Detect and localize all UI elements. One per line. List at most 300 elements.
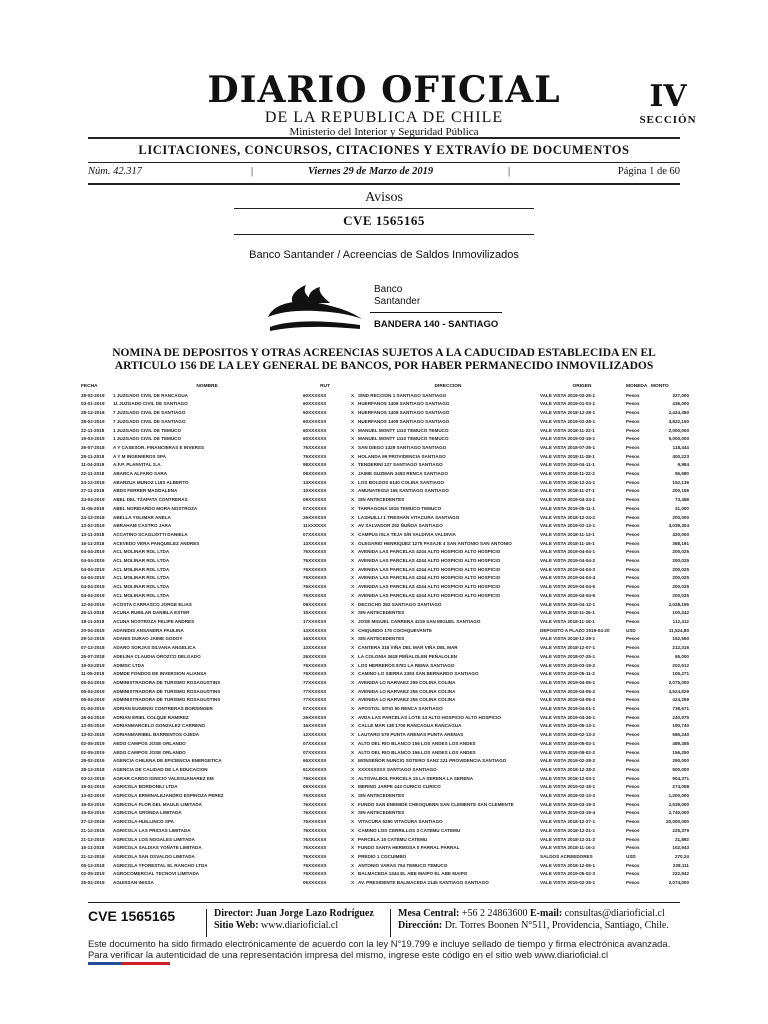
table-row	[80, 766, 690, 775]
cell-mark: X	[350, 497, 355, 503]
column-header: DIRECCION	[434, 384, 462, 389]
cell-rut: 61XXXXXX	[303, 766, 327, 772]
table-row	[80, 479, 690, 488]
table-row	[80, 496, 690, 505]
cell-moneda: Pesos	[626, 653, 640, 659]
table-row	[80, 557, 690, 566]
issue-line	[88, 166, 680, 182]
cell-monto: 5,000,000	[668, 436, 689, 442]
santander-logo	[266, 281, 502, 335]
cell-rut: 76XXXXXX	[303, 575, 327, 581]
table-row	[80, 566, 690, 575]
cell-origen: VALE VISTA 2018-11-27-1	[540, 488, 595, 494]
cell-mark: X	[350, 453, 355, 459]
cell-rut: 15XXXXXX	[303, 610, 327, 616]
address-value: Dr. Torres Boonen N°511, Providencia, Santiago, Chile.	[444, 920, 669, 931]
table-row	[80, 688, 690, 697]
cell-fecha: 27-12-2018	[81, 819, 105, 825]
cell-fecha: 02-05-2019	[81, 749, 105, 755]
cell-origen: VALE VISTA 2019-04-01-1	[540, 706, 596, 712]
cell-monto: 2,028,195	[668, 601, 689, 607]
cell-monto: 20,000,000	[666, 819, 689, 825]
cell-mark: X	[350, 627, 355, 633]
cell-rut: 76XXXXXX	[303, 853, 327, 859]
director-name: Juan Jorge Lazo Rodríguez	[255, 908, 374, 919]
cell-mark: X	[350, 766, 355, 772]
cell-rut: 76XXXXXX	[303, 662, 327, 668]
cell-nombre: ACCATINO SCAGLIOTTI DANIELA	[113, 531, 188, 537]
cell-origen: VALE VISTA 2018-11-22-1	[540, 427, 595, 433]
cell-origen: VALE VISTA 2019-05-13-1	[540, 723, 596, 729]
cell-direccion: SIN ANTECEDENTES	[358, 610, 405, 616]
cell-mark: X	[350, 444, 355, 450]
cell-nombre: ACL MOLINAR ROL LTDA	[113, 549, 170, 555]
cell-direccion: HUERFANOS 1409 SANTIAGO SANTIAGO	[358, 410, 450, 416]
cell-monto: 118,444	[672, 444, 689, 450]
cell-nombre: ADMINISTRADORA DE TURISMO ROSAGUSTINS	[113, 697, 221, 703]
cell-nombre: A.F.P. PLANVITAL S.A.	[113, 462, 162, 468]
cell-mark: X	[350, 392, 355, 398]
cell-nombre: AGUISSAN INISSA	[113, 880, 154, 886]
cell-rut: 10XXXXXX	[303, 488, 327, 494]
cell-fecha: 28-12-2018	[81, 410, 105, 416]
table-row	[80, 670, 690, 679]
cell-nombre: AGROCOMERCIAL TECNOVI LIMITADA	[113, 871, 200, 877]
email-link[interactable]: consultas@diarioficial.cl	[564, 908, 665, 919]
cell-origen: VALE VISTA 2019-02-13-3	[540, 793, 596, 799]
logo-line2: Santander	[374, 296, 421, 307]
table-row	[80, 522, 690, 531]
table-row	[80, 487, 690, 496]
cell-direccion: AVENIDA LAS PARCELAS 4244 ALTO HOSPICIO ALTO HOSPICIO	[358, 592, 501, 598]
cell-mark: X	[350, 636, 355, 642]
cell-fecha: 28-02-2019	[81, 418, 105, 424]
cell-rut: 13XXXXXX	[303, 479, 327, 485]
table-row	[80, 470, 690, 479]
cell-mark: X	[350, 479, 355, 485]
cell-moneda: Pesos	[626, 766, 640, 772]
cell-origen: VALE VISTA 2018-11-18-1	[540, 618, 595, 624]
cell-nombre: 7 JUZGADO CIVIL DE SANTIAGO	[113, 410, 186, 416]
cell-monto: 904,371	[672, 775, 689, 781]
cell-direccion: SAN DIEGO 1329 SANTIAGO SANTIAGO	[358, 444, 447, 450]
cell-rut: 16XXXXXX	[303, 636, 327, 642]
cell-fecha: 13-02-2019	[81, 793, 105, 799]
cell-fecha: 19-03-2019	[81, 810, 105, 816]
table-row	[80, 574, 690, 583]
cell-monto: 738,671	[672, 706, 689, 712]
cell-nombre: AGRICOLA HUILLINCO SPA	[113, 819, 174, 825]
cell-mark: X	[350, 784, 355, 790]
cell-mark: X	[350, 836, 355, 842]
cell-rut: 07XXXXXX	[303, 505, 327, 511]
cell-monto: 105,271	[672, 671, 689, 677]
table-row	[80, 435, 690, 444]
cell-rut: 77XXXXXX	[303, 679, 327, 685]
cell-moneda: Pesos	[626, 740, 640, 746]
masthead-subtitle: DE LA REPUBLICA DE CHILE	[264, 109, 504, 126]
cell-moneda: Pesos	[626, 531, 640, 537]
cell-rut: 07XXXXXX	[303, 749, 327, 755]
table-row	[80, 592, 690, 601]
table-row	[80, 540, 690, 549]
cell-fecha: 24-04-2019	[81, 497, 105, 503]
cell-origen: SALDOS ACREEDORES	[540, 853, 593, 859]
cell-direccion: ALTO DEL RIO BLANCO 156 LOS ANDES LOS ANDES	[358, 749, 476, 755]
cell-direccion: FUNDO SANTA HERMOSA 0 PARRAL PARRAL	[358, 845, 460, 851]
cell-origen: VALE VISTA 2019-05-02-2	[540, 749, 596, 755]
cell-monto: 500,000	[672, 766, 689, 772]
cell-mark: X	[350, 871, 355, 877]
table-row	[80, 453, 690, 462]
table-row	[80, 400, 690, 409]
cell-direccion: AVENIDA LO NARVAEZ 255 COLINA COLINA	[358, 688, 456, 694]
cell-moneda: Pesos	[626, 462, 640, 468]
cell-moneda: Pesos	[626, 688, 640, 694]
cell-origen: VALE VISTA 2018-12-24-1	[540, 479, 596, 485]
cell-rut: 09XXXXXX	[303, 497, 327, 503]
cell-mark: X	[350, 523, 355, 529]
table-row	[80, 722, 690, 731]
cell-origen: VALE VISTA 2019-02-26-1	[540, 392, 596, 398]
issue-separator: |	[251, 166, 254, 177]
cell-monto: 156,250	[672, 749, 689, 755]
brand-stripe-blue	[88, 962, 122, 965]
address-label: Dirección:	[398, 920, 443, 931]
cell-fecha: 25-07-2018	[81, 653, 105, 659]
cell-origen: VALE VISTA 2019-02-28-1	[540, 418, 596, 424]
cell-moneda: Pesos	[626, 749, 640, 755]
cell-direccion: AV SALVADOR 252 ÑUÑOA SANTIAGO	[358, 523, 443, 529]
cell-nombre: ADRIANMARIBEL BARRENTOS OJEDA	[113, 732, 200, 738]
cell-direccion: BALMACEDA 1344 EL ABE MAIPO EL ABE MAIPO	[358, 871, 468, 877]
cell-fecha: 11-05-2019	[81, 671, 105, 677]
cell-origen: VALE VISTA 2018-11-16-2	[540, 845, 595, 851]
cell-nombre: ABARZUA MUNOZ LUIS ALBERTO	[113, 479, 189, 485]
cell-monto: 65,000	[674, 653, 689, 659]
cell-rut: 12XXXXXX	[303, 732, 327, 738]
cell-rut: 06XXXXXX	[303, 471, 327, 477]
cell-rut: 06XXXXXX	[303, 880, 327, 886]
divider	[88, 162, 680, 163]
cell-monto: 212,316	[672, 645, 689, 651]
cell-moneda: Pesos	[626, 880, 640, 886]
cell-rut: 76XXXXXX	[303, 801, 327, 807]
table-row	[80, 731, 690, 740]
cell-moneda: Pesos	[626, 679, 640, 685]
cell-monto: 2,075,000	[668, 679, 689, 685]
cell-monto: 1,200,000	[668, 793, 689, 799]
column-header: NOMBRE	[196, 384, 218, 389]
table-row	[80, 879, 690, 888]
cell-origen: VALE VISTA 2018-07-26-1	[540, 444, 596, 450]
cell-mark: X	[350, 427, 355, 433]
table-row	[80, 862, 690, 871]
cell-direccion: AVENIDA LAS PARCELAS 4244 ALTO HOSPICIO ALTO HOSPICIO	[358, 558, 501, 564]
cell-origen: VALE VISTA 2018-12-27-1	[540, 819, 596, 825]
cell-nombre: ACOSTA CARRASCO JORGE ELIAS	[113, 601, 192, 607]
cell-fecha: 13-11-2018	[81, 531, 105, 537]
cell-monto: 152,136	[672, 479, 689, 485]
table-row	[80, 531, 690, 540]
column-header: FECHA	[81, 384, 98, 389]
cell-origen: VALE VISTA 2019-04-05-2	[540, 688, 596, 694]
cell-monto: 368,191	[672, 540, 689, 546]
cell-fecha: 01-04-2019	[81, 706, 105, 712]
cell-fecha: 21-12-2018	[81, 827, 105, 833]
table-row	[80, 696, 690, 705]
table-row	[80, 714, 690, 723]
cell-nombre: ADRIANMARCELO GONZALEZ CARRENO	[113, 723, 206, 729]
cell-rut: 76XXXXXX	[303, 444, 327, 450]
cell-moneda: Pesos	[626, 758, 640, 764]
cell-monto: 2,539,000	[668, 801, 689, 807]
cell-fecha: 18-11-2018	[81, 618, 105, 624]
cell-nombre: 11 JUZGADO CIVIL DE SANTIAGO	[113, 401, 188, 407]
cell-monto: 9,984	[677, 462, 689, 468]
cell-direccion: AV. PRESIDENTE BALMACEDA 2145 SANTIAGO SANTIAGO	[358, 880, 489, 886]
footer-cve: CVE 1565165	[88, 908, 176, 924]
table-row	[80, 679, 690, 688]
cell-direccion: SIN ANTECEDENTES	[358, 497, 405, 503]
cell-origen: VALE VISTA 2019-04-04-2	[540, 558, 596, 564]
cell-nombre: AGENCIA DE CALIDAD DE LA EDUCACION	[113, 766, 208, 772]
section-number: IV	[649, 79, 687, 114]
cell-direccion: AVDA LAS PARCELAS LOTE 14 ALTO HOSPICIO ALTO HOSPICIO	[358, 714, 501, 720]
logo-line1: Banco	[374, 284, 403, 295]
cell-monto: 3,039,304	[668, 523, 689, 529]
cell-moneda: Pesos	[626, 401, 640, 407]
table-row	[80, 818, 690, 827]
table-row	[80, 548, 690, 557]
cell-mark: X	[350, 723, 355, 729]
cell-monto: 200,025	[672, 566, 689, 572]
cell-rut: 76XXXXXX	[303, 836, 327, 842]
cell-mark: X	[350, 410, 355, 416]
table-row	[80, 609, 690, 618]
cell-direccion: AMUNATEGUI 155 SANTIAGO SANTIAGO	[358, 488, 449, 494]
cell-mark: X	[350, 471, 355, 477]
cell-origen: VALE VISTA 2018-12-28-1	[540, 410, 596, 416]
cell-monto: 240,975	[672, 714, 689, 720]
cell-direccion: TARRAGONA 1915 TEMUCO TEMUCO	[358, 505, 442, 511]
divider	[234, 208, 534, 209]
cell-nombre: AGRICOLA GRONDA LIMITADA	[113, 810, 182, 816]
cell-origen: VALE VISTA 2019-02-25-1	[540, 880, 596, 886]
cell-mark: X	[350, 549, 355, 555]
logo-text	[374, 284, 420, 308]
cell-nombre: ABRAHAM CASTRO JARA	[113, 523, 172, 529]
cell-monto: 586,240	[672, 732, 689, 738]
cell-nombre: AGRAR CARDO IGNICIO VALESUANAREZ EM	[113, 775, 214, 781]
cell-rut: 98XXXXXX	[303, 462, 327, 468]
issue-number: Núm. 42.317	[88, 166, 142, 177]
cell-origen: VALE VISTA 2019-03-19-3	[540, 801, 596, 807]
cell-fecha: 05-04-2019	[81, 679, 105, 685]
cell-direccion: OLEGARIO HENRIQUEZ 1275 PASAJE 4 SAN ANTONIO SAN ANTONIO	[358, 540, 512, 546]
cell-direccion: VITACURA 5250 VITACURA SANTIAGO	[358, 819, 443, 825]
cell-monto: 200,025	[672, 575, 689, 581]
cell-origen: VALE VISTA 2018-11-26-1	[540, 610, 595, 616]
cell-monto: 162,550	[672, 636, 689, 642]
email-label: E-mail:	[530, 908, 563, 919]
cell-direccion: CALLE MAR 138 1700 RANCAGUA RANCAGUA	[358, 723, 462, 729]
cell-monto: 270,24	[674, 853, 689, 859]
footer	[88, 903, 680, 939]
cell-rut: 77XXXXXX	[303, 697, 327, 703]
cell-mark: X	[350, 566, 355, 572]
cell-direccion: TENDERINI 127 SANTIAGO SANTIAGO	[358, 462, 443, 468]
table-header-row	[80, 383, 690, 392]
table-row	[80, 749, 690, 758]
cell-moneda: Pesos	[626, 845, 640, 851]
flame-icon	[266, 281, 366, 335]
site-label: Sitio Web:	[214, 920, 259, 931]
cell-nombre: A Y CASESOR. FINANCIERAS E INVERSS	[113, 444, 205, 450]
organization: Banco Santander / Acreencias de Saldos Inmovilizados	[249, 249, 519, 261]
table-row	[80, 740, 690, 749]
cell-mark: X	[350, 775, 355, 781]
cell-mark: X	[350, 671, 355, 677]
cell-rut: 65XXXXXX	[303, 758, 327, 764]
cell-rut: 60XXXXXX	[303, 427, 327, 433]
column-header-spacer	[348, 383, 357, 392]
table-row	[80, 427, 690, 436]
cell-direccion: MERINO JARPE 443 CURICO CURICO	[358, 784, 441, 790]
cell-moneda: Pesos	[626, 505, 640, 511]
cell-moneda: Pesos	[626, 566, 640, 572]
cell-monto: 489,455	[672, 740, 689, 746]
cell-nombre: ADANIS DURAO JAIME GODOY	[113, 636, 183, 642]
table-row	[80, 783, 690, 792]
cell-monto: 200,025	[672, 592, 689, 598]
cell-origen: VALE VISTA 2019-04-24-1	[540, 497, 596, 503]
cell-origen: VALE VISTA 2019-04-04-6	[540, 592, 596, 598]
cell-monto: 73,458	[674, 497, 689, 503]
cell-nombre: ACUNA RUBILAR DANIELA ESTER	[113, 610, 190, 616]
footer-divider	[390, 909, 391, 937]
cell-direccion: FUNDO SAN ENEMIDE CHEOQUENN SAN CLEMENTE SAN CLEMENTE	[358, 801, 514, 807]
cell-moneda: Pesos	[626, 410, 640, 416]
cell-mark: X	[350, 462, 355, 468]
cell-fecha: 28-12-2018	[81, 766, 105, 772]
cell-moneda: Pesos	[626, 836, 640, 842]
cell-monto: 327,000	[672, 392, 689, 398]
cell-monto: 102,943	[672, 845, 689, 851]
site-link[interactable]: www.diarioficial.cl	[261, 920, 339, 931]
cell-direccion: SIN ANTECEDENTES	[358, 636, 405, 642]
cell-nombre: ADMINISTRADORA DE TURISMO ROSAGUSTINS	[113, 688, 221, 694]
cell-nombre: ABEL DEL TZAPATA CONTRERAS	[113, 497, 188, 503]
table-row	[80, 644, 690, 653]
column-header: MONTO	[651, 384, 669, 389]
cell-moneda: Pesos	[626, 662, 640, 668]
cell-mark: X	[350, 827, 355, 833]
cell-mark: X	[350, 540, 355, 546]
cell-mark: X	[350, 853, 355, 859]
cell-direccion: ANTONIO VARAS 754 TEMUCO TEMUCO	[358, 862, 448, 868]
cell-moneda: Pesos	[626, 436, 640, 442]
cell-rut: 07XXXXXX	[303, 740, 327, 746]
cell-monto: 200,025	[672, 558, 689, 564]
cell-fecha: 04-04-2019	[81, 584, 105, 590]
cell-direccion: CAMPUS ISLA TEJA S/N VALDIVIA VALDIVIA	[358, 531, 456, 537]
cell-direccion: HUERFANOS 1409 SANTIAGO SANTIAGO	[358, 418, 450, 424]
cell-mark: X	[350, 584, 355, 590]
table-row	[80, 836, 690, 845]
table-row	[80, 870, 690, 879]
cell-monto: 100,242	[672, 610, 689, 616]
cell-moneda: Pesos	[626, 793, 640, 799]
cell-monto: 95,580	[674, 471, 689, 477]
cell-moneda: Pesos	[626, 784, 640, 790]
cell-monto: 190,740	[672, 723, 689, 729]
cell-moneda: Pesos	[626, 706, 640, 712]
cell-nombre: ABELLA YOLIMAR ANELA	[113, 514, 171, 520]
cell-mark: X	[350, 819, 355, 825]
cell-monto: 112,412	[672, 618, 689, 624]
cell-mark: X	[350, 758, 355, 764]
cell-moneda: Pesos	[626, 558, 640, 564]
cell-direccion: AVENIDA LAS PARCELAS 4244 ALTO HOSPICIO ALTO HOSPICIO	[358, 584, 501, 590]
divider	[88, 183, 680, 185]
cell-fecha: 03-12-2018	[81, 775, 105, 781]
cell-rut: 76XXXXXX	[303, 793, 327, 799]
cell-direccion: MANUEL MONTT 1110 TEMUCO TEMUCO	[358, 436, 449, 442]
cell-monto: 4,524,529	[668, 688, 689, 694]
cell-nombre: ADANIDIS ANSANDRA PAULINA	[113, 627, 184, 633]
cell-origen: VALE VISTA 2019-02-28-2	[540, 758, 596, 764]
cell-rut: 76XXXXXX	[303, 827, 327, 833]
cell-direccion: CANTERA 316 VIÑA DEL MAR VIÑA DEL MAR	[358, 645, 458, 651]
cell-monto: 420,000	[672, 531, 689, 537]
cell-direccion: MANUEL MONTT 1110 TEMUCO TEMUCO	[358, 427, 449, 433]
table-row	[80, 653, 690, 662]
nomina-title	[88, 347, 680, 373]
footer-divider	[206, 909, 207, 937]
table-row	[80, 827, 690, 836]
cell-mark: X	[350, 740, 355, 746]
cell-monto: 225,379	[672, 827, 689, 833]
cell-direccion: ALTO DEL RIO BLANCO 156 LOS ANDES LOS ANDES	[358, 740, 476, 746]
cell-mark: X	[350, 845, 355, 851]
cell-fecha: 22-11-2018	[81, 427, 105, 433]
cell-mark: X	[350, 488, 355, 494]
cell-fecha: 11-04-2019	[81, 462, 105, 468]
table-row	[80, 844, 690, 853]
cell-nombre: 1 JUZGADO CIVIL DE TEMUCO	[113, 427, 182, 433]
cell-mark: X	[350, 558, 355, 564]
cell-nombre: AEDO CAMPOS JOSE ORLANDO	[113, 740, 186, 746]
table-row	[80, 444, 690, 453]
cve-heading: CVE 1565165	[343, 213, 425, 228]
cell-fecha: 04-04-2019	[81, 566, 105, 572]
table-row	[80, 662, 690, 671]
table-row	[80, 705, 690, 714]
legal-notice: Este documento ha sido firmado electrónicamente de acuerdo con la ley N°19.799 e incluye sellado de tiempo y firma electrónica avanzada. Para verificar la autenticidad de una representación impresa del mismo, ingrese este código en el sitio web www.diarioficial.cl	[88, 938, 671, 960]
cell-fecha: 04-04-2019	[81, 592, 105, 598]
cell-origen: VALE VISTA 2018-11-28-1	[540, 453, 595, 459]
cell-fecha: 04-04-2019	[81, 558, 105, 564]
cell-monto: 274,058	[672, 784, 689, 790]
cell-fecha: 13-05-2019	[81, 723, 105, 729]
cell-mark: X	[350, 436, 355, 442]
cell-rut: 07XXXXXX	[303, 706, 327, 712]
cell-fecha: 27-11-2018	[81, 488, 105, 494]
cell-nombre: ADIMSC LTDA	[113, 662, 145, 668]
footer-director-block	[214, 908, 374, 932]
cell-mark: X	[350, 505, 355, 511]
